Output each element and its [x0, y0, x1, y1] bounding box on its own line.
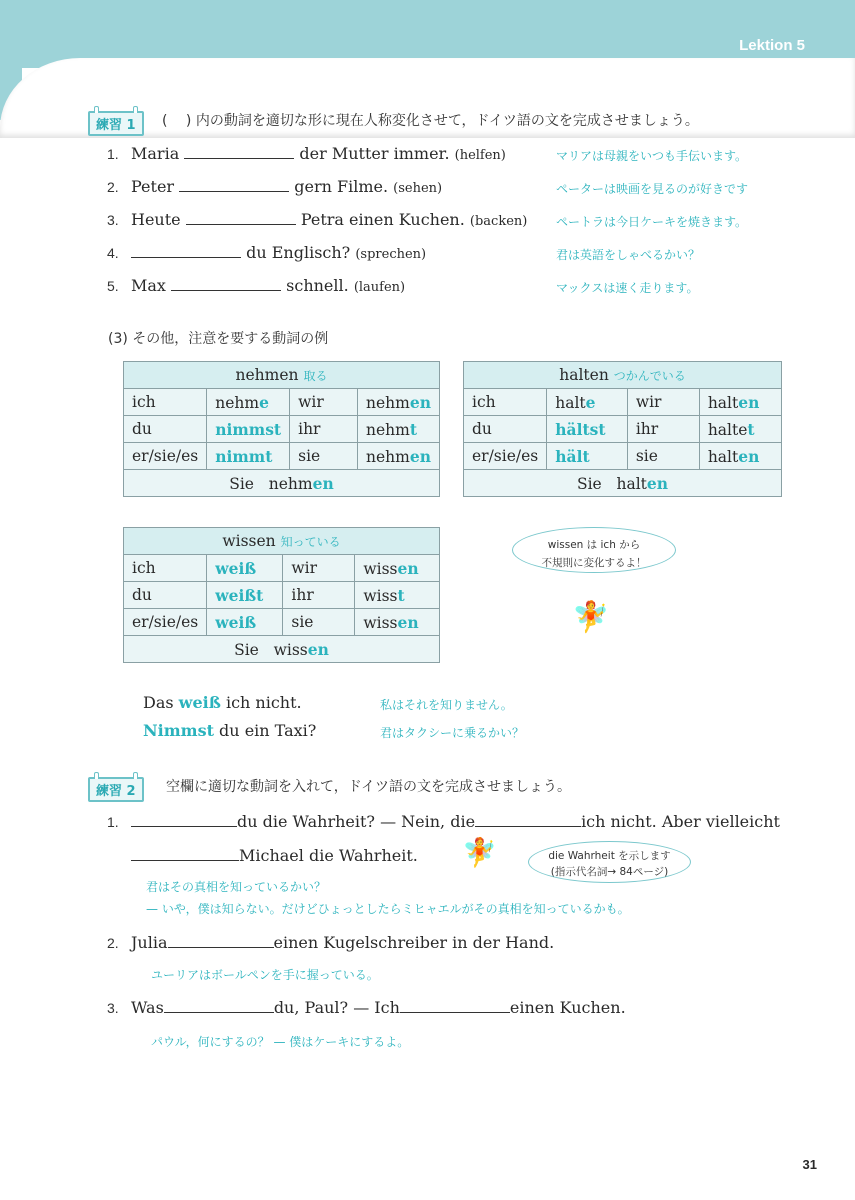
verb-form: haltet	[699, 416, 781, 443]
num: 2.	[107, 179, 119, 195]
table-row	[124, 582, 440, 609]
pronoun: du	[464, 416, 547, 443]
answer-blank[interactable]	[171, 276, 281, 291]
sentence-part: einen Kuchen.	[509, 998, 626, 1017]
speech-bubble-2	[528, 841, 691, 883]
exercise1-badge: 練習 1	[88, 111, 144, 136]
answer-blank[interactable]	[131, 812, 237, 827]
pronoun: wir	[283, 555, 355, 582]
pronoun: wir	[627, 389, 699, 416]
bubble-line1: wissen は ich から	[547, 539, 641, 551]
fairy-illustration-icon: 🧚	[462, 836, 497, 869]
verb-meaning: つかんでいる	[613, 369, 686, 383]
verb-form: halten	[699, 389, 781, 416]
answer-blank[interactable]	[131, 243, 241, 258]
verb-form: hält	[547, 443, 628, 470]
table-header	[124, 528, 440, 555]
hint: (laufen)	[353, 280, 406, 295]
exercise1-translation: 君は英語をしゃべるかい？	[556, 248, 701, 262]
table-footer: Sie halten	[464, 470, 782, 497]
before: Maria	[131, 144, 180, 163]
pronoun: er/sie/es	[124, 609, 207, 636]
pronoun: du	[124, 416, 207, 443]
verb-form: nehmen	[358, 389, 440, 416]
pronoun: er/sie/es	[464, 443, 547, 470]
verb-form: nehme	[207, 389, 290, 416]
exercise1-translation: マリアは母親をいつも手伝います。	[556, 149, 748, 163]
sentence-part: einen Kugelschreiber in der Hand.	[273, 933, 555, 952]
exercise1-translation: ペートラは今日ケーキを焼きます。	[556, 215, 748, 229]
verb-form: weißt	[207, 582, 283, 609]
num: 3.	[107, 212, 119, 228]
pronoun: sie	[290, 443, 358, 470]
example-sentence-2: Nimmst du ein Taxi?	[143, 721, 317, 740]
answer-blank[interactable]	[131, 846, 239, 861]
table-row	[124, 443, 440, 470]
exercise1-instruction: ( ) 内の動詞を適切な形に現在人称変化させて，ドイツ語の文を完成させましょう。	[162, 113, 699, 129]
answer-blank[interactable]	[179, 177, 289, 192]
after: der Mutter immer.	[299, 144, 450, 163]
before: Max	[131, 276, 166, 295]
example-translation-2: 君はタクシーに乗るかい？	[380, 726, 525, 740]
answer-blank[interactable]	[164, 998, 274, 1013]
verb-form: nimmst	[207, 416, 290, 443]
sentence-part: Michael die Wahrheit.	[239, 846, 418, 865]
example-translation-1: 私はそれを知りません。	[380, 698, 513, 712]
table-row	[464, 389, 782, 416]
verb-form: nimmt	[207, 443, 290, 470]
bubble2-line1: die Wahrheit を示します	[548, 850, 671, 862]
after: gern Filme.	[294, 177, 389, 196]
pronoun: wir	[290, 389, 358, 416]
section3-title: (3) その他，注意を要する動詞の例	[108, 331, 329, 347]
before: Peter	[131, 177, 175, 196]
sentence-part: Was	[131, 998, 164, 1017]
verb-form: wissen	[355, 555, 440, 582]
bubble-line2: 不規則に変化するよ！	[541, 557, 647, 569]
exercise2-translation-1a: 君はその真相を知っているかい？	[146, 880, 327, 894]
num: 5.	[107, 278, 119, 294]
example-sentence-1: Das weiß ich nicht.	[143, 693, 302, 712]
table-row	[124, 416, 440, 443]
table-header	[464, 362, 782, 389]
answer-blank[interactable]	[186, 210, 296, 225]
hint: (sehen)	[393, 181, 443, 196]
pronoun: ich	[124, 555, 207, 582]
verb-form: nehmt	[358, 416, 440, 443]
hint: (helfen)	[454, 148, 506, 163]
sentence-part: du, Paul? — Ich	[273, 998, 400, 1017]
num: 1.	[107, 146, 119, 162]
verb-form: halte	[547, 389, 628, 416]
sentence-part: Julia	[131, 933, 168, 952]
item-number: 1.	[107, 814, 119, 830]
answer-blank[interactable]	[475, 812, 581, 827]
exercise2-item-1-cont	[131, 846, 418, 865]
exercise2-instruction: 空欄に適切な動詞を入れて，ドイツ語の文を完成させましょう。	[166, 779, 572, 795]
verb-form: weiß	[207, 555, 283, 582]
exercise2-item-1	[107, 812, 780, 831]
table-header	[124, 362, 440, 389]
exercise1-item	[107, 243, 426, 262]
verb-meaning: 知っている	[280, 535, 341, 549]
verb-form: nehmen	[358, 443, 440, 470]
before: Heute	[131, 210, 181, 229]
item-number: 2.	[107, 935, 119, 951]
pronoun: er/sie/es	[124, 443, 207, 470]
sentence-part: ich nicht. Aber vielleicht	[581, 812, 780, 831]
table-row	[124, 389, 440, 416]
exercise1-item	[107, 144, 506, 163]
exercise2-translation-3: パウル，何にするの？ — 僕はケーキにするよ。	[151, 1035, 410, 1049]
verb: nehmen	[235, 366, 299, 384]
exercise1-item	[107, 177, 442, 196]
exercise2-translation-1b: — いや，僕は知らない。だけどひょっとしたらミヒャエルがその真相を知っているかも。	[146, 902, 630, 916]
speech-bubble	[512, 527, 676, 573]
table-row	[464, 443, 782, 470]
pronoun: ich	[464, 389, 547, 416]
table-row	[124, 555, 440, 582]
pronoun: sie	[283, 609, 355, 636]
answer-blank[interactable]	[400, 998, 510, 1013]
table-footer: Sie nehmen	[124, 470, 440, 497]
exercise1-item	[107, 276, 405, 295]
pronoun: ich	[124, 389, 207, 416]
exercise1-translation: ペーターは映画を見るのが好きです	[556, 182, 749, 196]
exercise1-translation: マックスは速く走ります。	[556, 281, 699, 295]
verb-form: hältst	[547, 416, 628, 443]
num: 4.	[107, 245, 119, 261]
bubble2-line2: (指示代名詞→ 84ページ)	[550, 866, 669, 878]
pronoun: ihr	[627, 416, 699, 443]
pronoun: ihr	[290, 416, 358, 443]
conj-table-wissen	[123, 527, 440, 663]
table-row	[464, 416, 782, 443]
exercise2-badge: 練習 2	[88, 777, 144, 802]
exercise1-item	[107, 210, 527, 229]
answer-blank[interactable]	[168, 933, 274, 948]
page-number: 31	[802, 1157, 817, 1172]
pronoun: sie	[627, 443, 699, 470]
pronoun: du	[124, 582, 207, 609]
verb-meaning: 取る	[303, 369, 328, 383]
exercise2-item-2	[107, 933, 554, 952]
after: schnell.	[286, 276, 349, 295]
after: Petra einen Kuchen.	[300, 210, 465, 229]
verb-form: weiß	[207, 609, 283, 636]
exercise2-item-3	[107, 998, 626, 1017]
verb: wissen	[222, 532, 276, 550]
exercise2-translation-2: ユーリアはボールペンを手に握っている。	[151, 968, 379, 982]
lesson-title: Lektion 5	[739, 37, 805, 54]
answer-blank[interactable]	[184, 144, 294, 159]
verb-form: wissen	[355, 609, 440, 636]
table-footer: Sie wissen	[124, 636, 440, 663]
table-row	[124, 609, 440, 636]
sentence-part: du die Wahrheit? — Nein, die	[237, 812, 476, 831]
verb-form: wisst	[355, 582, 440, 609]
verb-form: halten	[699, 443, 781, 470]
item-number: 3.	[107, 1000, 119, 1016]
pronoun: ihr	[283, 582, 355, 609]
hint: (backen)	[469, 214, 528, 229]
fairy-illustration-icon: 🧚	[572, 600, 610, 635]
conj-table-nehmen	[123, 361, 440, 497]
after: du Englisch?	[246, 243, 351, 262]
verb: halten	[559, 366, 609, 384]
conj-table-halten	[463, 361, 782, 497]
hint: (sprechen)	[355, 247, 427, 262]
